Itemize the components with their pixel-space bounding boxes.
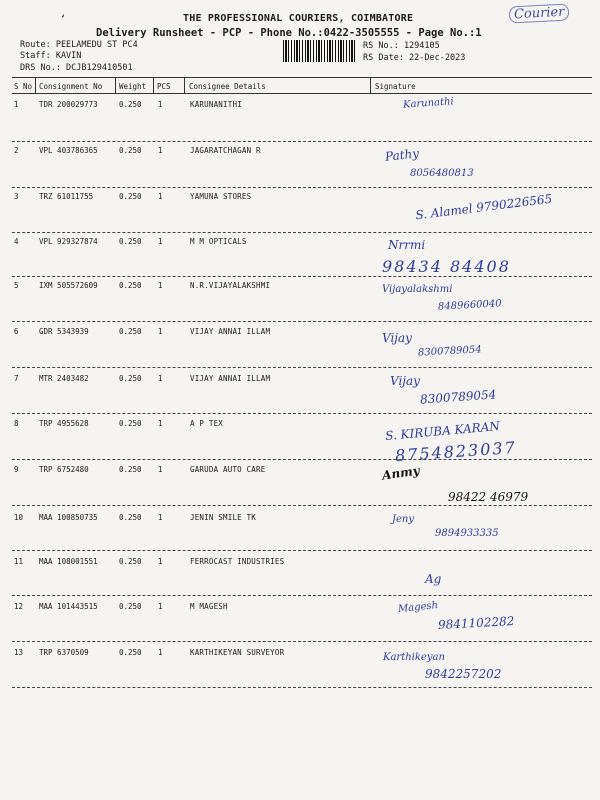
row-consignee: JAGARATCHAGAN R — [190, 146, 261, 155]
signature-phone: 8300789054 — [419, 387, 497, 407]
row-weight: 0.250 — [119, 281, 142, 290]
row-divider — [12, 459, 592, 460]
table-row — [0, 374, 600, 418]
table-row — [0, 281, 600, 325]
row-weight: 0.250 — [119, 237, 142, 246]
row-sno: 9 — [14, 465, 19, 474]
row-consignment: MAA 100850735 — [39, 513, 98, 522]
col-header-weight: Weight — [119, 82, 147, 91]
signature-phone: 8056480813 — [410, 168, 474, 179]
row-divider — [12, 367, 592, 368]
signature-phone: 8489660040 — [437, 298, 502, 313]
row-pcs: 1 — [158, 602, 163, 611]
signature: Ag — [425, 572, 442, 586]
row-sno: 1 — [14, 100, 19, 109]
table-top-rule — [12, 77, 592, 78]
row-sno: 13 — [14, 648, 24, 657]
row-consignment: VPL 403786365 — [39, 146, 98, 155]
row-divider — [12, 276, 592, 277]
row-consignment: VPL 929327874 — [39, 237, 98, 246]
row-consignee: VIJAY ANNAI ILLAM — [190, 327, 271, 336]
row-consignment: TDR 200029773 — [39, 100, 98, 109]
row-pcs: 1 — [158, 557, 163, 566]
route-label: Route: PEELAMEDU ST PC4 — [20, 40, 138, 50]
row-sno: 10 — [14, 513, 24, 522]
row-consignment: TRP 6370509 — [39, 648, 89, 657]
table-row — [0, 146, 600, 190]
row-sno: 2 — [14, 146, 19, 155]
row-pcs: 1 — [158, 237, 163, 246]
row-consignment: MAA 101443515 — [39, 602, 98, 611]
row-sno: 4 — [14, 237, 19, 246]
drs-number: DRS No.: DCJB129410501 — [20, 63, 133, 73]
row-consignee: FERROCAST INDUSTRIES — [190, 557, 285, 566]
row-consignee: KARUNANITHI — [190, 100, 242, 109]
col-header-pcs: PCS — [157, 82, 171, 91]
row-sno: 8 — [14, 419, 19, 428]
row-weight: 0.250 — [119, 327, 142, 336]
signature-phone: 8754823037 — [394, 437, 518, 466]
row-divider — [12, 187, 592, 188]
row-consignee: M MAGESH — [190, 602, 228, 611]
row-sno: 6 — [14, 327, 19, 336]
row-weight: 0.250 — [119, 465, 142, 474]
row-consignee: N.R.VIJAYALAKSHMI — [190, 281, 271, 290]
signature-phone: 9842257202 — [425, 667, 502, 681]
row-sno: 7 — [14, 374, 19, 383]
row-consignee: A P TEX — [190, 419, 224, 428]
signature: Jeny — [392, 514, 415, 525]
signature: Karunathi — [402, 96, 455, 111]
signature: Nrrmi — [388, 238, 426, 252]
signature: Vijay — [382, 331, 412, 345]
column-divider — [184, 77, 185, 93]
row-pcs: 1 — [158, 192, 163, 201]
row-consignment: GDR 5343939 — [39, 327, 89, 336]
signature-phone: 9841102282 — [437, 614, 515, 632]
column-divider — [35, 77, 36, 93]
row-consignee: M M OPTICALS — [190, 237, 247, 246]
table-header-rule — [12, 93, 592, 94]
row-sno: 3 — [14, 192, 19, 201]
row-weight: 0.250 — [119, 557, 142, 566]
rs-number: RS No.: 1294105 — [363, 41, 440, 51]
row-divider — [12, 687, 592, 688]
staff-label: Staff: KAVIN — [20, 51, 82, 61]
row-divider — [12, 505, 592, 506]
row-weight: 0.250 — [119, 374, 142, 383]
col-header-signature: Signature — [375, 82, 416, 91]
table-row — [0, 327, 600, 371]
row-pcs: 1 — [158, 281, 163, 290]
column-divider — [115, 77, 116, 93]
signature-phone: 9894933335 — [435, 528, 499, 539]
signature: Pathy — [384, 146, 420, 164]
row-pcs: 1 — [158, 513, 163, 522]
row-consignee: JENIN SMILE TK — [190, 513, 257, 522]
signature: S. Alamel 9790226565 — [414, 191, 553, 223]
row-divider — [12, 413, 592, 414]
company-name: THE PROFESSIONAL COURIERS, COIMBATORE — [183, 13, 414, 24]
row-pcs: 1 — [158, 648, 163, 657]
row-sno: 11 — [14, 557, 24, 566]
row-consignee: KARTHIKEYAN SURVEYOR — [190, 648, 285, 657]
signature: Magesh — [397, 599, 439, 616]
row-weight: 0.250 — [119, 419, 142, 428]
row-pcs: 1 — [158, 465, 163, 474]
row-consignee: VIJAY ANNAI ILLAM — [190, 374, 271, 383]
row-pcs: 1 — [158, 327, 163, 336]
signature-phone: 98422 46979 — [448, 490, 529, 504]
row-pcs: 1 — [158, 146, 163, 155]
signature-phone: 98434 84408 — [382, 257, 511, 276]
signature: Karthikeyan — [383, 652, 445, 663]
row-weight: 0.250 — [119, 192, 142, 201]
col-header-consignment: Consignment No — [39, 82, 103, 91]
row-consignee: YAMUNA STORES — [190, 192, 252, 201]
row-weight: 0.250 — [119, 602, 142, 611]
row-consignment: MTR 2403482 — [39, 374, 89, 383]
tick-mark: ‘ — [60, 14, 67, 25]
row-weight: 0.250 — [119, 146, 142, 155]
row-sno: 12 — [14, 602, 24, 611]
row-consignment: TRZ 61011755 — [39, 192, 94, 201]
row-divider — [12, 595, 592, 596]
row-consignment: MAA 108001551 — [39, 557, 98, 566]
row-weight: 0.250 — [119, 100, 142, 109]
row-pcs: 1 — [158, 100, 163, 109]
row-consignment: IXM 505572609 — [39, 281, 98, 290]
table-row — [0, 100, 600, 144]
signature-phone: 8300789054 — [417, 344, 482, 359]
col-header-sno: S No — [14, 82, 33, 91]
row-pcs: 1 — [158, 374, 163, 383]
signature: S. KIRUBA KARAN — [384, 419, 501, 443]
column-divider — [153, 77, 154, 93]
col-header-consignee: Consignee Details — [189, 82, 266, 91]
table-row — [0, 648, 600, 692]
row-divider — [12, 141, 592, 142]
row-consignment: TRP 6752480 — [39, 465, 89, 474]
row-divider — [12, 232, 592, 233]
signature: Vijayalakshmi — [382, 284, 453, 295]
courier-stamp: Courier — [509, 3, 570, 23]
signature: Vijay — [390, 374, 420, 388]
rs-date: RS Date: 22-Dec-2023 — [363, 53, 466, 63]
runsheet-title: Delivery Runsheet - PCP - Phone No.:0422-3505555 - Page No.:1 — [96, 27, 482, 39]
signature: Anmy — [381, 463, 421, 483]
row-divider — [12, 641, 592, 642]
row-divider — [12, 550, 592, 551]
row-consignee: GARUDA AUTO CARE — [190, 465, 266, 474]
barcode — [283, 40, 356, 62]
row-consignment: TRP 4955628 — [39, 419, 89, 428]
row-weight: 0.250 — [119, 648, 142, 657]
row-divider — [12, 321, 592, 322]
row-sno: 5 — [14, 281, 19, 290]
row-pcs: 1 — [158, 419, 163, 428]
row-weight: 0.250 — [119, 513, 142, 522]
column-divider — [370, 77, 371, 93]
